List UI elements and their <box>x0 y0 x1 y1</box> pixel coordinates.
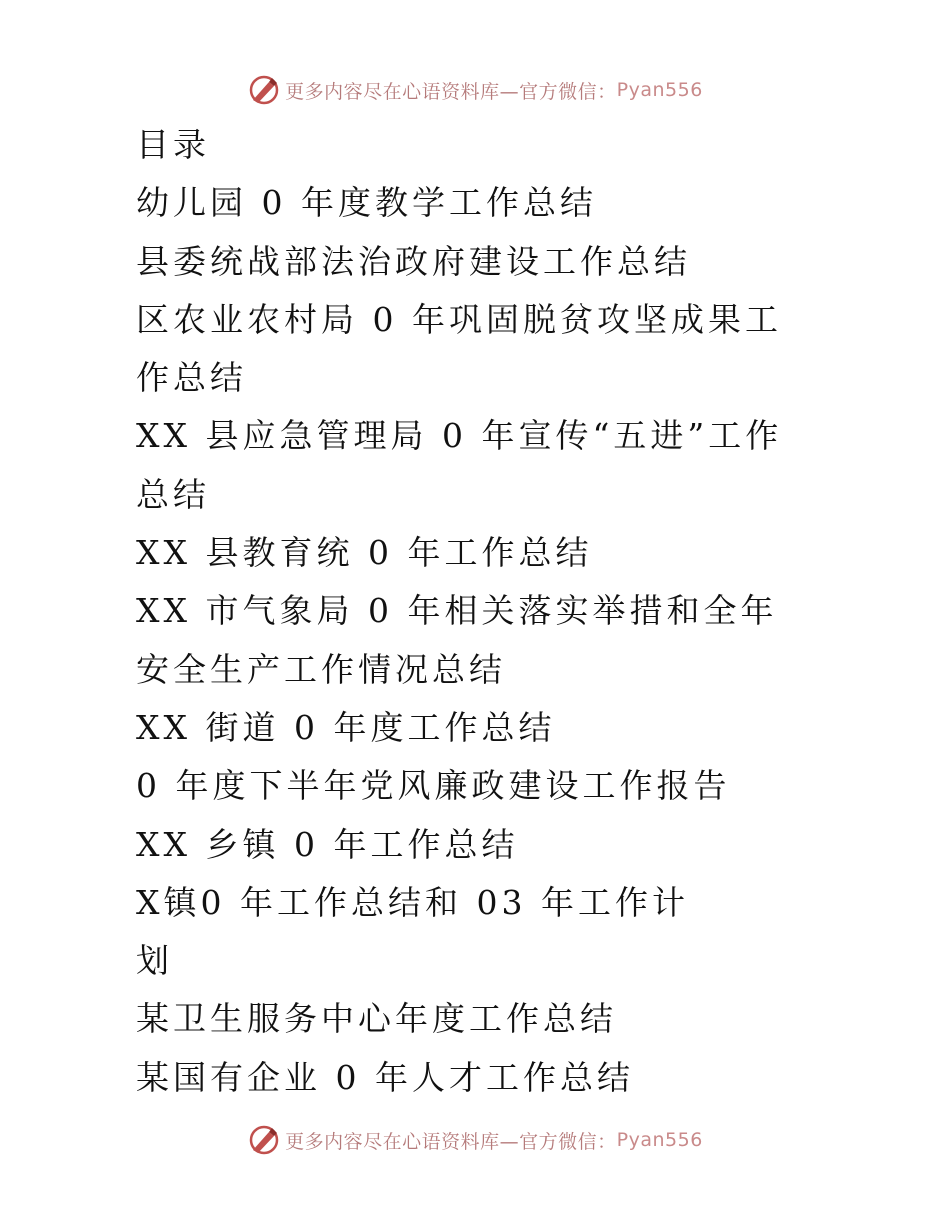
toc-line: 划 <box>136 941 173 981</box>
pen-logo-icon <box>247 73 281 107</box>
pen-logo-icon <box>247 1123 281 1157</box>
toc-line: 县委统战部法治政府建设工作总结 <box>136 241 691 281</box>
table-of-contents <box>136 116 836 1107</box>
watermark-wechat-id: Pyan556 <box>616 1129 703 1151</box>
toc-line: 总结 <box>136 474 210 514</box>
toc-line: 某卫生服务中心年度工作总结 <box>136 999 617 1039</box>
toc-line: 作总结 <box>136 358 247 398</box>
toc-line: X镇0 年工作总结和 03 年工作计 <box>136 882 689 922</box>
toc-line: 某国有企业 0 年人才工作总结 <box>136 1057 634 1097</box>
toc-line: 区农业农村局 0 年巩固脱贫攻坚成果工 <box>136 299 782 339</box>
toc-line: XX 县应急管理局 0 年宣传“五进”工作 <box>136 416 783 456</box>
header-watermark <box>0 70 950 110</box>
toc-line: XX 市气象局 0 年相关落实举措和全年 <box>136 591 778 631</box>
watermark-wechat-id: Pyan556 <box>616 79 703 101</box>
toc-line: XX 街道 0 年度工作总结 <box>136 707 556 747</box>
toc-line: 安全生产工作情况总结 <box>136 649 506 689</box>
toc-heading: 目录 <box>136 125 210 164</box>
footer-watermark <box>0 1120 950 1160</box>
toc-line: XX 乡镇 0 年工作总结 <box>136 824 519 864</box>
watermark-text: 更多内容尽在心语资料库—官方微信： <box>285 80 617 103</box>
toc-line: XX 县教育统 0 年工作总结 <box>136 533 593 573</box>
toc-line: 幼儿园 0 年度教学工作总结 <box>136 183 597 223</box>
watermark-text: 更多内容尽在心语资料库—官方微信： <box>285 1130 617 1153</box>
toc-line: 0 年度下半年党风廉政建设工作报告 <box>136 766 731 806</box>
